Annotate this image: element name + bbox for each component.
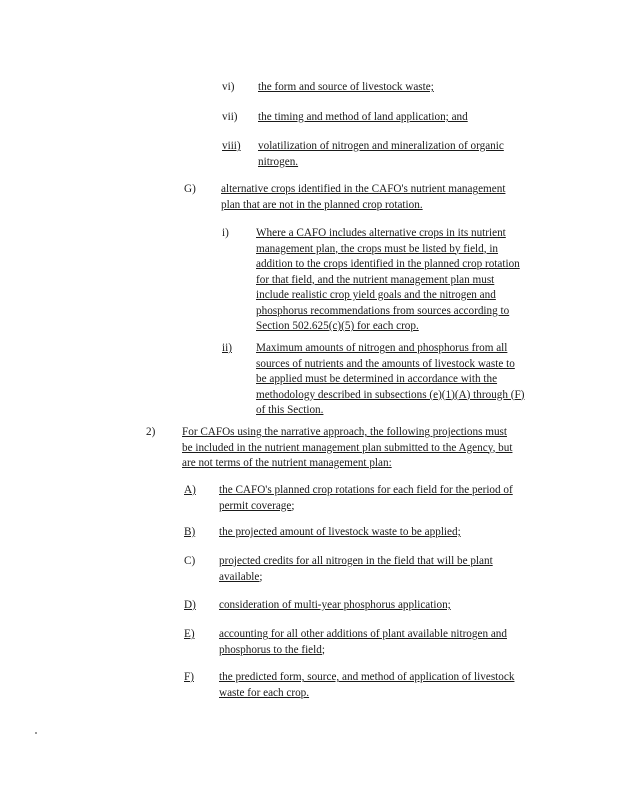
item-G (184, 182, 551, 213)
item-marker: F) (184, 671, 194, 683)
item-vi (222, 80, 558, 96)
item-line: the predicted form, source, and method of application of livestock (219, 671, 515, 683)
item-line: of this Section. (256, 404, 324, 416)
item-E (184, 627, 549, 658)
item-line: be applied must be determined in accordance with the (256, 373, 498, 385)
item-line: phosphorus to the field; (219, 643, 325, 656)
item-line: projected credits for all nitrogen in the field that will be plant (219, 555, 493, 567)
item-line: the projected amount of livestock waste to be applied; (219, 526, 461, 538)
item-marker: A) (184, 484, 196, 496)
item-line: consideration of multi-year phosphorus application; (219, 599, 451, 611)
item-line: methodology described in subsections (e)(1)(A) through (F) (256, 388, 525, 401)
item-text (256, 341, 556, 419)
item-C (184, 554, 549, 585)
item-line: plan that are not in the planned crop rotation. (221, 198, 423, 211)
item-line: management plan, the crops must be listed by field, in (256, 242, 499, 255)
item-line: waste for each crop. (219, 686, 310, 699)
scan-speck (35, 732, 37, 734)
item-viii (222, 139, 568, 170)
item-line: nitrogen. (258, 155, 299, 168)
item-line: be included in the nutrient management plan submitted to the Agency, but (182, 441, 513, 454)
item-B (184, 525, 549, 541)
item-marker: i) (222, 227, 229, 239)
item-text (182, 425, 552, 472)
item-marker: C) (184, 555, 196, 567)
item-text (219, 554, 549, 585)
item-marker: 2) (146, 426, 156, 438)
item-marker: E) (184, 628, 195, 640)
item-line: the CAFO's planned crop rotations for each field for the period of (219, 484, 513, 496)
item-line: addition to the crops identified in the planned crop rotation (256, 258, 520, 270)
item-marker: vi) (222, 81, 235, 93)
item-marker: B) (184, 526, 196, 538)
item-text (258, 139, 568, 170)
item-text (221, 182, 551, 213)
item-text (258, 110, 558, 126)
item-line: permit coverage; (219, 499, 295, 512)
item-text (219, 598, 549, 614)
item-marker: G) (184, 183, 196, 195)
item-marker: viii) (222, 140, 241, 152)
item-text (219, 483, 549, 514)
item-line: alternative crops identified in the CAFO's nutrient management (221, 183, 506, 195)
item-ii (222, 341, 556, 419)
item-line: available; (219, 570, 263, 583)
item-vii (222, 110, 558, 126)
item-line: sources of nutrients and the amounts of livestock waste to (256, 357, 515, 370)
item-text (258, 80, 558, 96)
item-text (256, 226, 556, 335)
item-text (219, 627, 549, 658)
item-line: For CAFOs using the narrative approach, the following projections must (182, 426, 508, 438)
item-line: are not terms of the nutrient management plan: (182, 457, 392, 469)
item-A (184, 483, 549, 514)
item-line: Where a CAFO includes alternative crops in its nutrient (256, 227, 506, 239)
item-marker: D) (184, 599, 196, 611)
item-2 (146, 425, 552, 472)
item-text (219, 525, 549, 541)
item-line: include realistic crop yield goals and the nitrogen and (256, 289, 496, 301)
item-line: phosphorus recommendations from sources according to (256, 304, 510, 317)
item-i (222, 226, 556, 335)
item-marker: ii) (222, 342, 232, 354)
item-line: accounting for all other additions of plant available nitrogen and (219, 628, 507, 640)
item-F (184, 670, 549, 701)
item-line: the timing and method of land application; and (258, 111, 468, 123)
item-D (184, 598, 549, 614)
item-line: for that field, and the nutrient management plan must (256, 273, 495, 286)
item-line: Maximum amounts of nitrogen and phosphorus from all (256, 342, 508, 354)
item-line: Section 502.625(c)(5) for each crop. (256, 320, 419, 332)
item-marker: vii) (222, 111, 238, 123)
item-line: volatilization of nitrogen and mineralization of organic (258, 140, 504, 152)
item-line: the form and source of livestock waste; (258, 81, 434, 93)
item-text (219, 670, 549, 701)
